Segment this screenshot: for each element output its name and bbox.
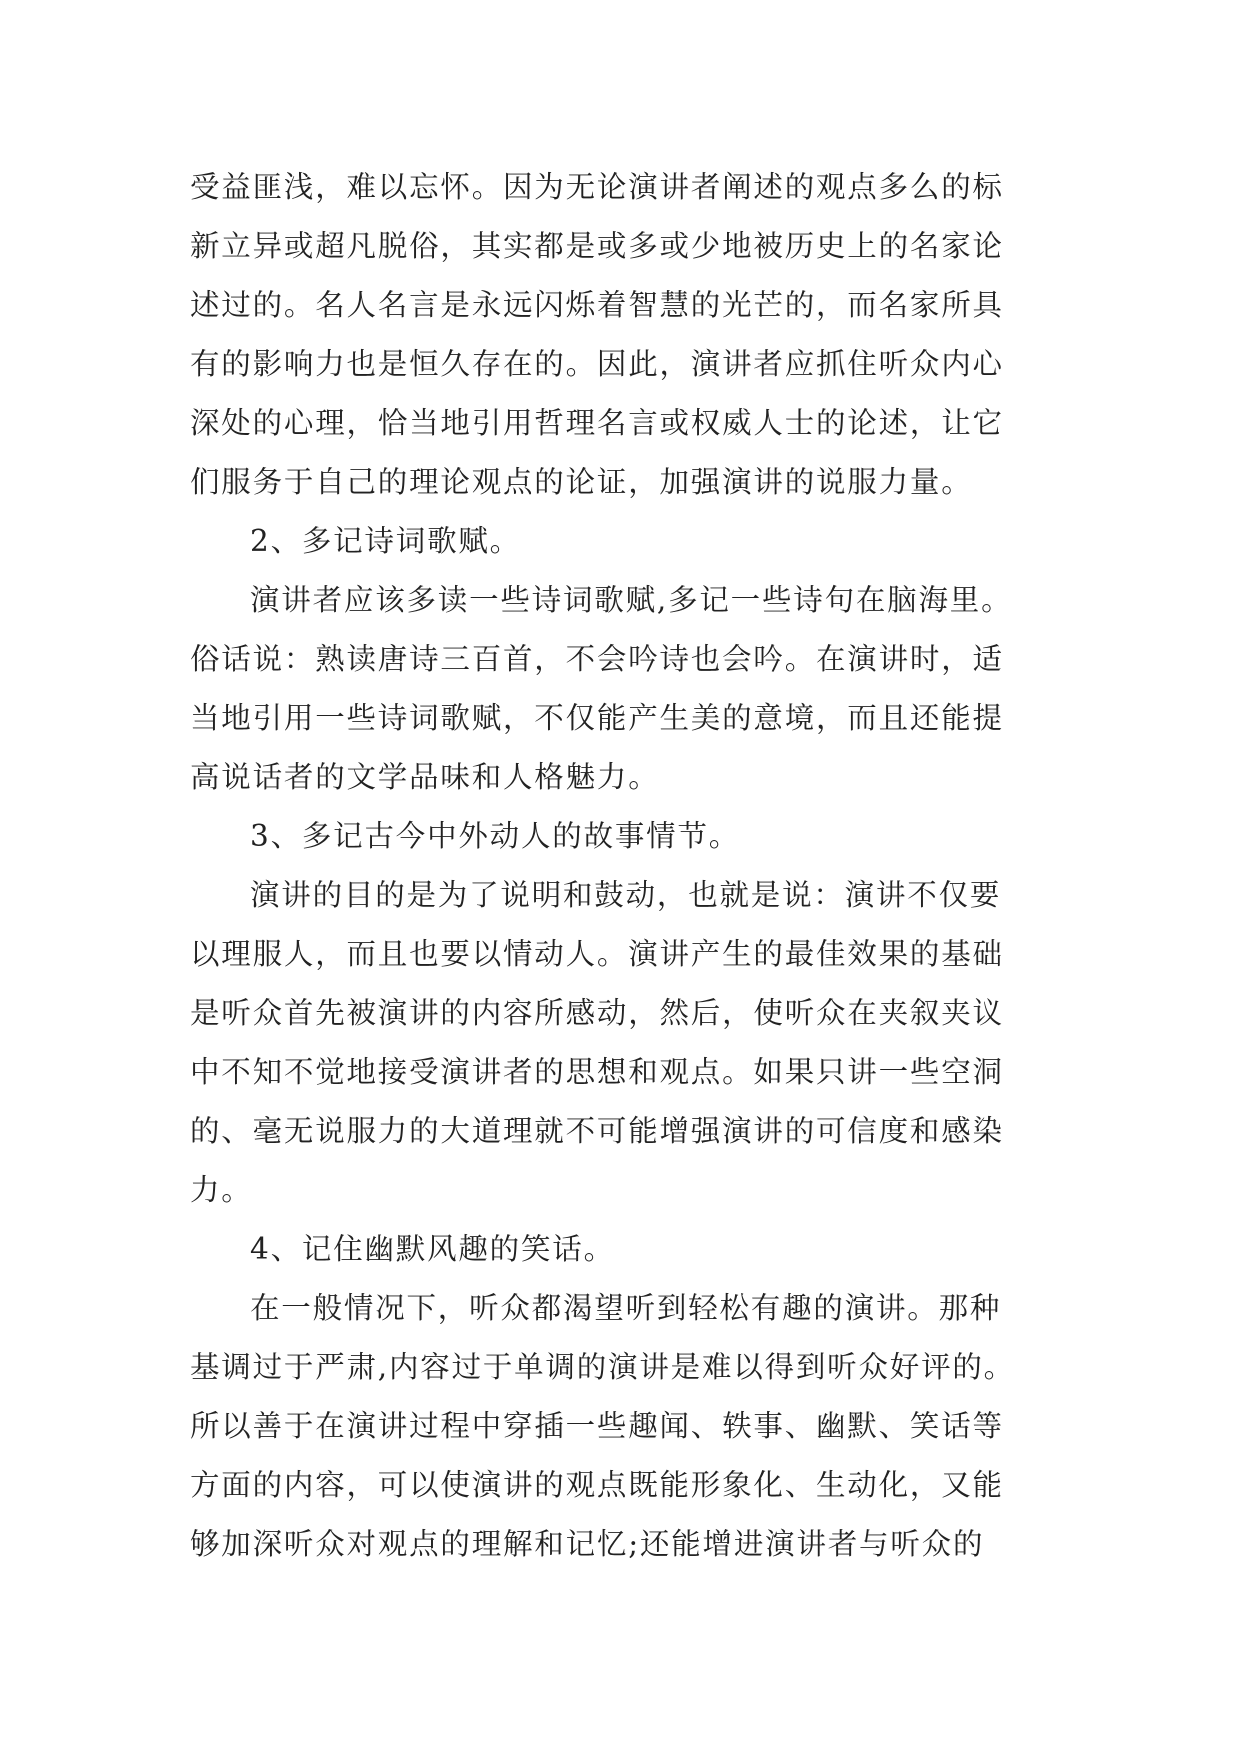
text-line: 有的影响力也是恒久存在的。因此，演讲者应抓住听众内心 — [190, 347, 1004, 381]
text-line: 方面的内容，可以使演讲的观点既能形象化、生动化，又能 — [190, 1468, 1004, 1502]
text-line: 们服务于自己的理论观点的论证，加强演讲的说服力量。 — [190, 465, 973, 499]
text-line: 演讲的目的是为了说明和鼓动，也就是说：演讲不仅要 — [250, 878, 1002, 912]
text-line: 新立异或超凡脱俗，其实都是或多或少地被历史上的名家论 — [190, 229, 1004, 263]
text-line: 高说话者的文学品味和人格魅力。 — [190, 760, 660, 794]
text-line: 述过的。名人名言是永远闪烁着智慧的光芒的，而名家所具 — [190, 288, 1004, 322]
section-heading: 2、多记诗词歌赋。 — [250, 524, 521, 558]
text-line: 在一般情况下，听众都渴望听到轻松有趣的演讲。那种 — [250, 1291, 1002, 1325]
text-line: 演讲者应该多读一些诗词歌赋,多记一些诗句在脑海里。 — [250, 583, 1013, 617]
text-line: 深处的心理，恰当地引用哲理名言或权威人士的论述，让它 — [190, 406, 1004, 440]
text-line: 中不知不觉地接受演讲者的思想和观点。如果只讲一些空洞 — [190, 1055, 1004, 1089]
text-line: 力。 — [190, 1173, 253, 1207]
text-line: 基调过于严肃,内容过于单调的演讲是难以得到听众好评的。 — [190, 1350, 1015, 1384]
body-text — [190, 158, 1050, 1574]
section-heading: 3、多记古今中外动人的故事情节。 — [250, 819, 741, 853]
text-line: 以理服人，而且也要以情动人。演讲产生的最佳效果的基础 — [190, 937, 1004, 971]
text-line: 当地引用一些诗词歌赋，不仅能产生美的意境，而且还能提 — [190, 701, 1004, 735]
text-line: 够加深听众对观点的理解和记忆;还能增进演讲者与听众的 — [190, 1527, 985, 1561]
text-line: 是听众首先被演讲的内容所感动，然后，使听众在夹叙夹议 — [190, 996, 1004, 1030]
text-line: 所以善于在演讲过程中穿插一些趣闻、轶事、幽默、笑话等 — [190, 1409, 1004, 1443]
text-line: 俗话说：熟读唐诗三百首，不会吟诗也会吟。在演讲时，适 — [190, 642, 1004, 676]
text-line: 的、毫无说服力的大道理就不可能增强演讲的可信度和感染 — [190, 1114, 1004, 1148]
section-heading: 4、记住幽默风趣的笑话。 — [250, 1232, 615, 1266]
text-line: 受益匪浅，难以忘怀。因为无论演讲者阐述的观点多么的标 — [190, 170, 1004, 204]
